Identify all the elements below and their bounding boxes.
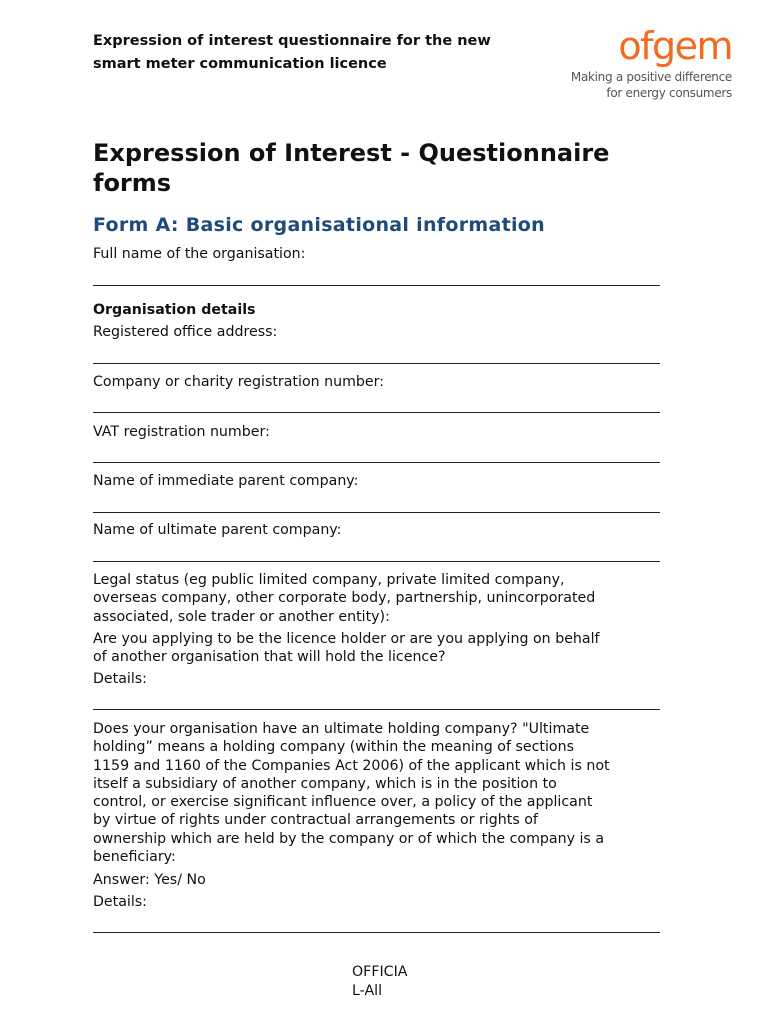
form-a-heading: Form A: Basic organisational information <box>93 214 545 236</box>
registration-number-label: Company or charity registration number: <box>93 374 385 390</box>
document-title-line-1: Expression of Interest - Questionnaire <box>93 139 610 167</box>
immediate-parent-answer-line[interactable] <box>93 512 660 513</box>
header-title-line-2: smart meter communication licence <box>93 56 387 72</box>
ultimate-parent-answer-line[interactable] <box>93 561 660 562</box>
holding-line-6: by virtue of rights under contractual arrangements or rights of <box>93 812 538 829</box>
logo-wordmark: ofgem <box>618 24 732 68</box>
registration-number-answer-line[interactable] <box>93 412 660 413</box>
legal-status-label <box>93 571 663 626</box>
registered-office-answer-line[interactable] <box>93 363 660 364</box>
holding-line-3: 1159 and 1160 of the Companies Act 2006) of the applicant which is not <box>93 757 610 774</box>
header-title <box>93 30 563 76</box>
holding-line-4: itself a subsidiary of another company, which is in the position to <box>93 775 557 792</box>
holding-line-7: ownership which are held by the company or of which the company is a <box>93 830 605 847</box>
licence-holder-line-1: Are you applying to be the licence holder or are you applying on behalf <box>93 631 600 647</box>
answer-yes-no[interactable]: Answer: Yes/ No <box>93 872 206 888</box>
document-title <box>93 138 693 198</box>
full-name-label: Full name of the organisation: <box>93 246 306 262</box>
classification-footer <box>352 963 407 1001</box>
legal-status-line-1: Legal status (eg public limited company, private limited company, <box>93 572 565 588</box>
licence-holder-line-2: of another organisation that will hold the licence? <box>93 649 446 666</box>
footer-line-1: OFFICIA <box>352 964 408 980</box>
registered-office-label: Registered office address: <box>93 324 278 340</box>
vat-number-answer-line[interactable] <box>93 462 660 463</box>
logo-tagline-line-2: for energy consumers <box>606 86 732 100</box>
legal-status-line-2: overseas company, other corporate body, partnership, unincorporated <box>93 590 596 607</box>
ofgem-logo <box>560 22 738 104</box>
holding-line-8: beneficiary: <box>93 849 176 866</box>
licence-holder-question <box>93 630 663 667</box>
holding-line-2: holding” means a holding company (within the meaning of sections <box>93 739 574 756</box>
details-answer-line-1[interactable] <box>93 709 660 710</box>
immediate-parent-label: Name of immediate parent company: <box>93 473 359 489</box>
vat-number-label: VAT registration number: <box>93 424 270 440</box>
holding-line-1: Does your organisation have an ultimate holding company? "Ultimate <box>93 721 590 737</box>
full-name-answer-line[interactable] <box>93 285 660 286</box>
organisation-details-heading: Organisation details <box>93 302 256 318</box>
holding-line-5: control, or exercise significant influence over, a policy of the applicant <box>93 794 593 811</box>
details-answer-line-2[interactable] <box>93 932 660 933</box>
document-title-line-2: forms <box>93 169 172 197</box>
logo-tagline-line-1: Making a positive difference <box>570 70 732 84</box>
footer-line-2: L-All <box>352 983 383 999</box>
details-label-2: Details: <box>93 894 147 910</box>
ultimate-parent-label: Name of ultimate parent company: <box>93 522 342 538</box>
header-title-line-1: Expression of interest questionnaire for the new <box>93 33 491 49</box>
legal-status-line-3: associated, sole trader or another entity): <box>93 608 390 625</box>
holding-company-question <box>93 720 663 866</box>
details-label-1: Details: <box>93 671 147 687</box>
